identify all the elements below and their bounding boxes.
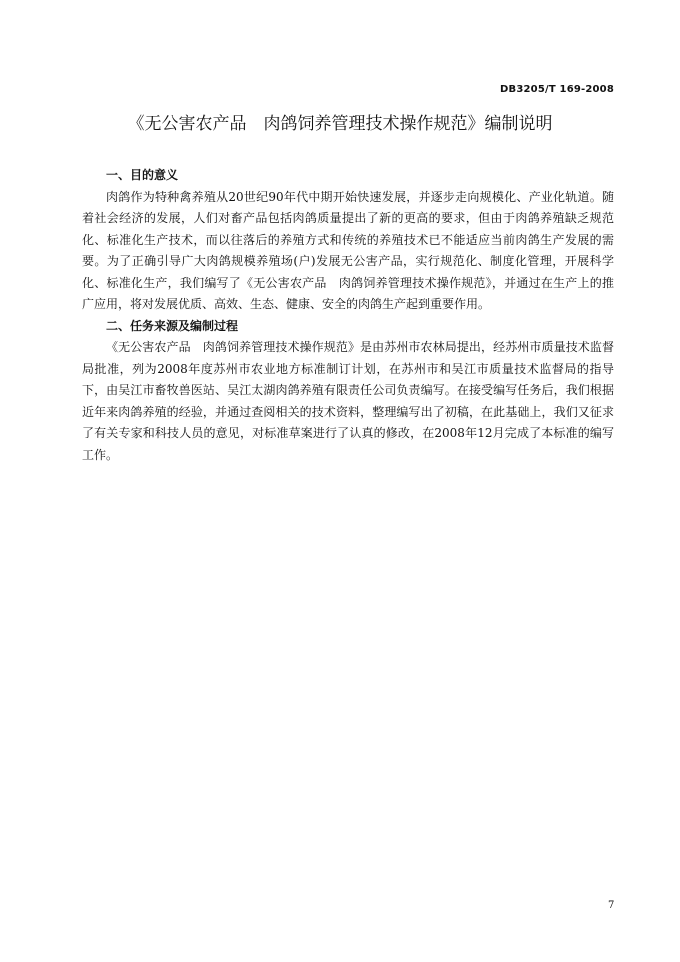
document-code: DB3205/T 169-2008 <box>500 84 614 95</box>
section-heading: 二、任务来源及编制过程 <box>106 318 239 333</box>
page-number: 7 <box>608 900 615 911</box>
document-body <box>82 165 614 466</box>
section-heading: 一、目的意义 <box>106 168 179 182</box>
section-task-source <box>82 316 614 467</box>
section-paragraph: 《无公害农产品 肉鸽饲养管理技术操作规范》是由苏州市农林局提出，经苏州市质量技术监督局批准，列为2008年度苏州市农业地方标准制订计划，在苏州市和吴江市质量技术监督局的指导下，由吴江市畜牧兽医站、吴江太湖肉鸽养殖有限责任公司负责编写。在接受编写任务后，我们根据近年来肉鸽养殖的经验，并通过查阅相关的技术资料，整理编写出了初稿，在此基础上，我们又征求了有关专家和科技人员的意见，对标准草案进行了认真的修改，在2008年12月完成了本标准的编写工作。 <box>82 340 614 462</box>
section-purpose <box>82 165 614 316</box>
document-title: 《无公害农产品 肉鸽饲养管理技术操作规范》编制说明 <box>127 114 553 134</box>
section-paragraph: 肉鸽作为特种禽养殖从20世纪90年代中期开始快速发展，并逐步走向规模化、产业化轨道。随着社会经济的发展，人们对畜产品包括肉鸽质量提出了新的更高的要求，但由于肉鸽养殖缺乏规范化、标准化生产技术，而以往落后的养殖方式和传统的养殖技术已不能适应当前肉鸽生产发展的需要。为了正确引导广大肉鸽规模养殖场(户)发展无公害产品，实行规范化、制度化管理，开展科学化、标准化生产，我们编写了《无公害农产品 肉鸽饲养管理技术操作规范》，并通过在生产上的推广应用，将对发展优质、高效、生态、健康、安全的肉鸽生产起到重要作用。 <box>82 189 614 311</box>
